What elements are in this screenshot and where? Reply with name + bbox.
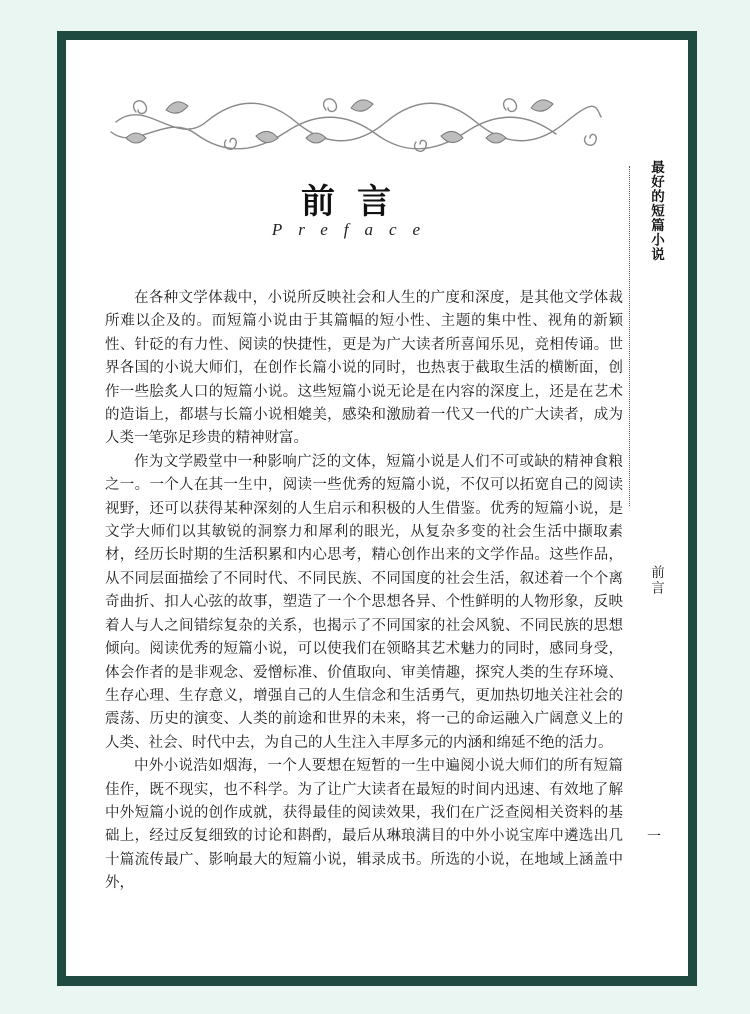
page-number: 一	[647, 829, 661, 845]
paragraph-1: 在各种文学体裁中，小说所反映社会和人生的广度和深度，是其他文学体裁所难以企及的。而短篇小说由于其篇幅的短小性、主题的集中性、视角的新颖性、针砭的有力性、阅读的快捷性，更是为广大读者所喜闻乐见，竞相传诵。世界各国的小说大师们，在创作长篇小说的同时，也热衷于截取生活的横断面，创作一些脍炙人口的短篇小说。这些短篇小说无论是在内容的深度上，还是在艺术的造诣上，都堪与长篇小说相媲美，感染和激励着一代又一代的广大读者，成为人类一笔弥足珍贵的精神财富。	[105, 290, 623, 447]
page-subtitle: Preface	[271, 220, 437, 239]
page-title: 前言	[301, 182, 413, 222]
paragraph-3: 中外小说浩如烟海，一个人要想在短暂的一生中遍阅小说大师们的所有短篇佳作，既不现实，也不科学。为了让广大读者在最短的时间内迅速、有效地了解中外短篇小说的创作成就，获得最佳的阅读效果，我们在广泛查阅相关资料的基础上，经过反复细致的讨论和斟酌，最后从琳琅满目的中外小说宝库中遴选出几十篇流传最广、影响最大的短篇小说，辑录成书。所选的小说，在地域上涵盖中外，	[105, 758, 623, 892]
book-page	[66, 40, 688, 976]
vine-ornament	[106, 92, 606, 154]
running-head-book-title: 最好的短篇小说	[648, 160, 664, 262]
paragraph-2: 作为文学殿堂中一种影响广泛的文体，短篇小说是人们不可或缺的精神食粮之一。一个人在其一生中，阅读一些优秀的短篇小说，不仅可以拓宽自己的阅读视野，还可以获得某种深刻的人生启示和积极的人生借鉴。优秀的短篇小说，是文学大师们以其敏锐的洞察力和犀利的眼光，从复杂多变的社会生活中撷取素材，经历长时期的生活积累和内心思考，精心创作出来的文学作品。这些作品，从不同层面描绘了不同时代、不同民族、不同国度的社会生活，叙述着一个个离奇曲折、扣人心弦的故事，塑造了一个个思想各异、个性鲜明的人物形象，反映着人与人之间错综复杂的关系，也揭示了不同国家的社会风貌、不同民族的思想倾向。阅读优秀的短篇小说，可以使我们在领略其艺术魅力的同时，感同身受，体会作者的是非观念、爱憎标准、价值取向、审美情趣，探究人类的生存环境、生存心理、生存意义，增强自己的人生信念和生活勇气，更加热切地关注社会的震荡、历史的演变、人类的前途和世界的未来，将一己的命运融入广阔意义上的人类、社会、时代中去，为自己的人生注入丰厚多元的内涵和绵延不绝的活力。	[105, 453, 623, 751]
running-head-section: 前言	[648, 565, 664, 596]
sidebar-divider	[629, 166, 630, 506]
preface-body	[105, 287, 623, 896]
